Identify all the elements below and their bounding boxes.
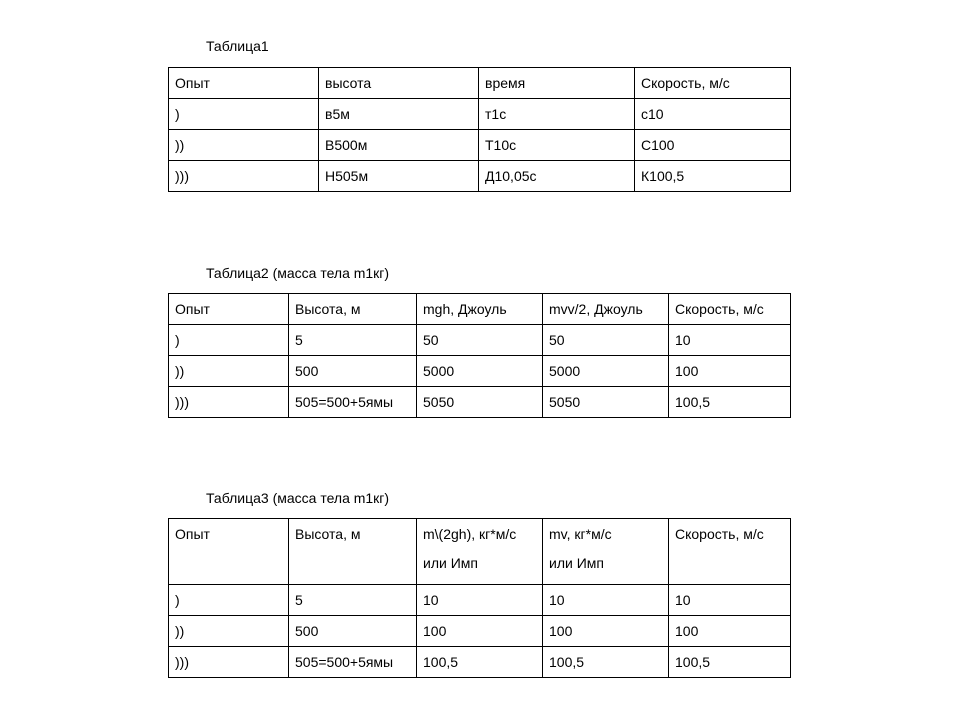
table-cell: Н505м [319, 161, 479, 192]
header-cell: Скорость, м/с [669, 294, 791, 325]
table-cell: С100 [635, 130, 791, 161]
table-row [169, 585, 791, 616]
table-cell: В500м [319, 130, 479, 161]
table-cell: 5 [289, 325, 417, 356]
table-cell: 100 [543, 616, 669, 647]
table2 [168, 293, 791, 418]
header-cell: mvv/2, Джоуль [543, 294, 669, 325]
table-cell: 100 [417, 616, 543, 647]
table3-caption: Таблица3 (масса тела m1кг) [206, 490, 390, 506]
table-cell: )) [169, 356, 289, 387]
header-cell: Скорость, м/с [635, 68, 791, 99]
table-cell: 100,5 [669, 387, 791, 418]
table-cell: 505=500+5ямы [289, 387, 417, 418]
table-cell: ) [169, 325, 289, 356]
table-cell: ))) [169, 161, 319, 192]
header-cell: Высота, м [289, 294, 417, 325]
header-line: Высота, м [295, 526, 361, 542]
table-cell: 500 [289, 616, 417, 647]
table-row [169, 99, 791, 130]
table-row [169, 130, 791, 161]
table-cell: ) [169, 585, 289, 616]
table-cell: 100,5 [669, 647, 791, 678]
table-cell: 500 [289, 356, 417, 387]
table-cell: К100,5 [635, 161, 791, 192]
header-cell: Опыт [169, 68, 319, 99]
header-row [169, 294, 791, 325]
table-cell: 10 [417, 585, 543, 616]
table-cell: 100,5 [417, 647, 543, 678]
table-row [169, 325, 791, 356]
header-cell: mgh, Джоуль [417, 294, 543, 325]
header-line: mv, кг*м/с [549, 526, 612, 542]
table-row [169, 616, 791, 647]
table-cell: )) [169, 130, 319, 161]
table-cell: 10 [669, 325, 791, 356]
table-cell: в5м [319, 99, 479, 130]
table-cell: Д10,05с [479, 161, 635, 192]
table-cell: 50 [417, 325, 543, 356]
table-row [169, 356, 791, 387]
table3 [168, 518, 791, 678]
table-cell: 5050 [417, 387, 543, 418]
table-cell: 5000 [543, 356, 669, 387]
header-cell [669, 519, 791, 585]
table-cell: 100 [669, 356, 791, 387]
table-cell: 505=500+5ямы [289, 647, 417, 678]
header-line: Скорость, м/с [675, 526, 764, 542]
header-row [169, 68, 791, 99]
table-cell: 100 [669, 616, 791, 647]
table2-caption: Таблица2 (масса тела m1кг) [206, 265, 390, 281]
table-cell: 100,5 [543, 647, 669, 678]
table1 [168, 67, 791, 192]
table-row [169, 387, 791, 418]
header-cell [169, 519, 289, 585]
header-row [169, 519, 791, 585]
table-cell: ))) [169, 647, 289, 678]
header-cell: Опыт [169, 294, 289, 325]
header-cell [543, 519, 669, 585]
header-line-2: или Имп [423, 555, 478, 571]
table-cell: 50 [543, 325, 669, 356]
table-cell: 5050 [543, 387, 669, 418]
header-line: Опыт [175, 526, 210, 542]
header-cell: время [479, 68, 635, 99]
table-cell: )) [169, 616, 289, 647]
table-cell: Т10с [479, 130, 635, 161]
table-row [169, 161, 791, 192]
table1-caption: Таблица1 [206, 38, 269, 54]
header-cell [417, 519, 543, 585]
table-cell: т1с [479, 99, 635, 130]
header-cell [289, 519, 417, 585]
table-cell: с10 [635, 99, 791, 130]
table-cell: 5 [289, 585, 417, 616]
table-cell: 10 [669, 585, 791, 616]
table-cell: 5000 [417, 356, 543, 387]
table-row [169, 647, 791, 678]
header-line-2: или Имп [549, 555, 604, 571]
table-cell: ))) [169, 387, 289, 418]
header-cell: высота [319, 68, 479, 99]
header-line: m\(2gh), кг*м/с [423, 526, 517, 542]
table-cell: 10 [543, 585, 669, 616]
table-cell: ) [169, 99, 319, 130]
